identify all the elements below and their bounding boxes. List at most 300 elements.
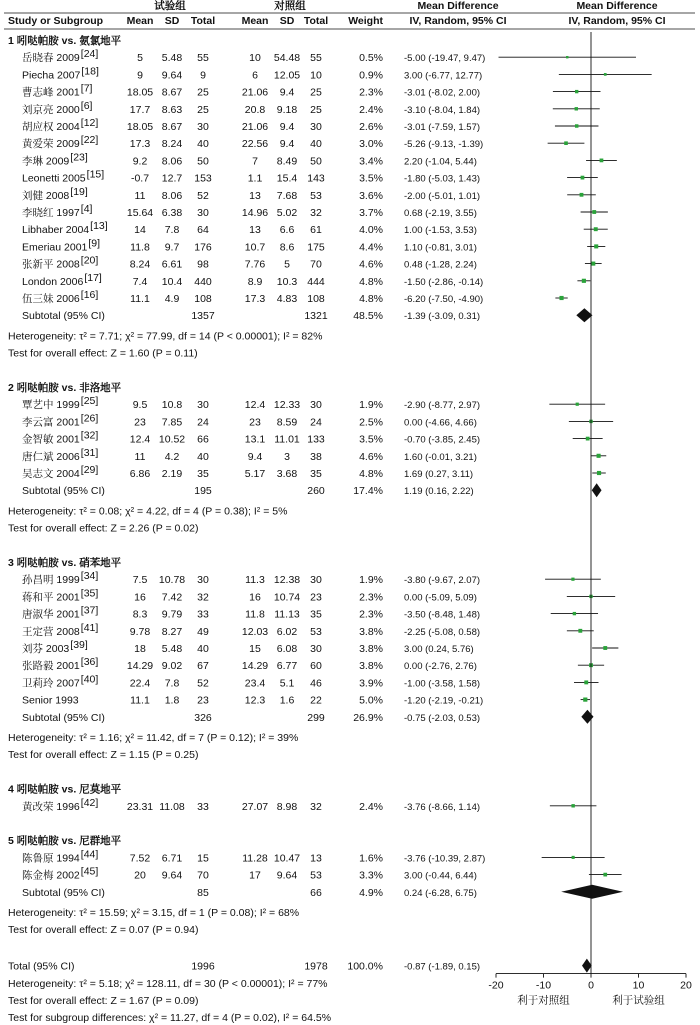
exp-sd: 8.27 <box>161 625 183 638</box>
study-weight: 5.0% <box>359 694 383 707</box>
ctl-total: 25 <box>310 103 322 116</box>
study-reference: [39] <box>70 639 88 651</box>
total-weight: 100.0% <box>347 960 383 973</box>
md-subheader-table: IV, Random, 95% CI <box>409 15 507 27</box>
exp-total: 32 <box>197 591 209 604</box>
subtotal-exp-total: 85 <box>197 886 209 899</box>
study-name: 蒋和平 2001 <box>22 591 80 604</box>
study-point-estimate <box>603 646 607 650</box>
exp-sd: 6.71 <box>161 852 183 865</box>
ctl-total: 30 <box>310 643 322 655</box>
exp-total: 23 <box>197 694 209 707</box>
study-name: 伍三妹 2006 <box>22 293 80 305</box>
exp-sd: 11.08 <box>159 800 185 813</box>
study-point-estimate <box>604 73 607 76</box>
exp-sd: 9.02 <box>161 660 183 673</box>
ctl-total: 30 <box>310 574 322 587</box>
study-weight: 1.9% <box>359 399 383 412</box>
study-reference: [16] <box>80 289 99 301</box>
exp-mean: 22.4 <box>129 677 151 690</box>
heterogeneity-stat: Heterogeneity: τ² = 0.08; χ² = 4.22, df = 4 (P = 0.38); I² = 5% <box>8 505 288 518</box>
exp-sd: 7.42 <box>161 591 183 604</box>
subtotal-ctl-total: 66 <box>310 886 322 899</box>
total-exp-total: 1996 <box>191 960 215 973</box>
exp-total: 15 <box>197 852 209 865</box>
exp-sd: 1.8 <box>164 694 180 707</box>
ctl-mean: 22.56 <box>241 138 269 151</box>
exp-mean: 11.1 <box>130 293 150 305</box>
ctl-mean: 13 <box>249 224 261 237</box>
study-weight: 3.5% <box>359 433 383 446</box>
exp-sd: 6.61 <box>161 258 183 271</box>
exp-total: 64 <box>197 224 209 237</box>
ctl-total: 25 <box>310 86 322 99</box>
ctl-mean: 23.4 <box>244 677 266 690</box>
ctl-total: 53 <box>310 625 322 638</box>
exp-total: 30 <box>197 207 209 219</box>
ctl-mean: 10.7 <box>244 241 266 254</box>
study-name: 刘健 2008 <box>22 189 70 202</box>
study-md-ci: -3.10 (-8.04, 1.84) <box>404 104 481 116</box>
exp-mean: 20 <box>134 869 146 882</box>
ctl-total: 10 <box>310 69 322 82</box>
study-reference: [22] <box>80 134 99 147</box>
exp-mean: 5 <box>137 52 143 65</box>
exp-total: 33 <box>197 800 209 813</box>
study-reference: [44] <box>80 848 99 861</box>
subtotal-label: Subtotal (95% CI) <box>22 711 105 724</box>
exp-mean: 23.31 <box>126 800 154 813</box>
exp-mean: 14.29 <box>126 660 154 673</box>
ctl-mean: 17.3 <box>244 293 266 305</box>
study-name: 吴志文 2004 <box>22 468 80 480</box>
subtotal-md-ci: -1.39 (-3.09, 0.31) <box>404 311 481 323</box>
exp-total-header: Total <box>190 15 216 27</box>
study-name: 覃艺中 1999 <box>22 399 80 412</box>
study-md-ci: -1.20 (-2.19, -0.21) <box>404 695 484 707</box>
total-md-ci: -0.87 (-1.89, 0.15) <box>404 961 481 973</box>
study-point-estimate <box>597 471 601 475</box>
ctl-total: 38 <box>310 450 322 463</box>
ctl-mean: 20.8 <box>244 103 266 116</box>
ctl-mean: 21.06 <box>241 86 269 99</box>
exp-total: 98 <box>197 258 209 271</box>
study-name: 陈金梅 2002 <box>22 869 80 882</box>
ctl-sd: 12.33 <box>273 399 301 412</box>
ctl-sd: 6.02 <box>276 625 298 638</box>
exp-sd: 9.64 <box>161 69 183 82</box>
exp-total: 52 <box>197 677 209 690</box>
exp-mean: 11.8 <box>130 241 150 254</box>
ctl-sd: 3.68 <box>276 468 298 480</box>
study-point-estimate <box>575 90 578 93</box>
ctl-sd: 6.77 <box>276 660 298 673</box>
ctl-sd: 10.47 <box>273 852 301 865</box>
study-weight: 4.6% <box>359 258 383 271</box>
study-reference: [34] <box>80 570 99 583</box>
exp-total: 49 <box>197 625 209 638</box>
ctl-total: 444 <box>307 275 325 288</box>
ctl-total-header: Total <box>303 15 329 27</box>
subtotal-exp-total: 1357 <box>191 310 215 323</box>
ctl-mean: 12.03 <box>241 625 269 638</box>
study-name: 曹志峰 2001 <box>22 86 80 99</box>
ctl-sd: 8.59 <box>276 416 298 429</box>
study-name: Leonetti 2005 <box>22 172 86 185</box>
exp-sd: 7.8 <box>164 677 180 690</box>
subgroup-title: 5 吲哒帕胺 vs. 尼群地平 <box>8 835 122 848</box>
study-reference: [35] <box>80 587 99 600</box>
subtotal-ctl-total: 260 <box>307 485 325 498</box>
study-weight: 3.0% <box>359 138 383 151</box>
ctl-total: 35 <box>310 608 322 621</box>
exp-mean: 6.86 <box>129 468 151 480</box>
ctl-mean-header: Mean <box>241 15 269 27</box>
ctl-mean: 15 <box>249 643 261 655</box>
ctl-sd: 9.4 <box>279 138 295 151</box>
exp-sd: 5.48 <box>161 643 183 655</box>
favours-control-label: 利于对照组 <box>517 994 570 1007</box>
ctl-mean: 7.76 <box>244 258 266 271</box>
study-name: 张新平 2008 <box>22 258 80 271</box>
study-md-ci: -1.50 (-2.86, -0.14) <box>404 276 484 288</box>
overall-effect-test: Test for overall effect: Z = 1.60 (P = 0.11) <box>8 347 198 360</box>
study-point-estimate <box>586 437 590 441</box>
ctl-sd: 9.4 <box>279 121 295 133</box>
subtotal-exp-total: 195 <box>194 485 212 498</box>
ctl-mean: 14.96 <box>241 207 269 219</box>
study-md-ci: 3.00 (-6.77, 12.77) <box>404 70 483 82</box>
exp-sd-header: SD <box>164 15 180 27</box>
heterogeneity-stat: Heterogeneity: τ² = 15.59; χ² = 3.15, df = 1 (P = 0.08); I² = 68% <box>8 907 300 919</box>
ctl-sd: 8.49 <box>276 155 298 168</box>
study-point-estimate <box>581 176 585 180</box>
exp-total: 40 <box>197 138 209 151</box>
study-point-estimate <box>582 279 586 283</box>
exp-sd: 8.63 <box>161 103 183 116</box>
exp-sd: 7.85 <box>161 416 183 429</box>
study-md-ci: 0.00 (-4.66, 4.66) <box>404 417 477 429</box>
study-weight: 3.8% <box>359 643 383 655</box>
study-weight: 0.9% <box>359 69 383 82</box>
study-weight: 3.4% <box>359 155 383 168</box>
ctl-total: 13 <box>310 852 322 865</box>
study-weight: 2.3% <box>359 608 383 621</box>
study-reference: [15] <box>86 168 105 181</box>
ctl-sd: 6.08 <box>276 643 298 655</box>
study-point-estimate <box>572 856 575 859</box>
md-header-table: Mean Difference <box>417 0 499 12</box>
ctl-mean: 11.8 <box>245 608 265 621</box>
exp-mean: 7.52 <box>129 852 151 865</box>
study-md-ci: 3.00 (-0.44, 6.44) <box>404 870 477 882</box>
exp-sd: 12.7 <box>161 172 183 185</box>
exp-sd: 8.06 <box>161 155 183 168</box>
study-point-estimate <box>600 159 604 163</box>
overall-effect-test: Test for overall effect: Z = 2.26 (P = 0.02) <box>8 522 199 535</box>
study-weight: 4.8% <box>359 275 383 288</box>
ctl-sd: 3 <box>284 450 290 463</box>
study-reference: [6] <box>80 99 93 112</box>
study-name: 金智敏 2001 <box>22 433 80 446</box>
study-reference: [32] <box>80 429 99 442</box>
study-reference: [4] <box>80 203 93 215</box>
ctl-total: 53 <box>310 189 322 202</box>
exp-total: 30 <box>197 121 209 133</box>
ctl-total: 55 <box>310 52 322 65</box>
exp-total: 24 <box>197 416 209 429</box>
ctl-total: 24 <box>310 416 322 429</box>
study-name: Libhaber 2004 <box>22 224 90 237</box>
study-point-estimate <box>575 107 578 110</box>
study-name: 李琳 2009 <box>22 155 70 168</box>
subtotal-diamond <box>561 885 623 899</box>
study-md-ci: -3.50 (-8.48, 1.48) <box>404 609 481 621</box>
ctl-sd: 11.13 <box>274 608 300 621</box>
study-point-estimate <box>573 612 576 615</box>
study-name: 张路毅 2001 <box>22 660 80 673</box>
study-md-ci: -3.76 (-10.39, 2.87) <box>404 853 486 865</box>
ctl-sd: 5.02 <box>276 207 298 219</box>
exp-mean: 11.1 <box>130 694 150 707</box>
study-reference: [25] <box>80 395 99 408</box>
ctl-mean: 21.06 <box>241 121 269 133</box>
study-point-estimate <box>594 244 598 248</box>
exp-total: 153 <box>194 172 212 185</box>
exp-total: 70 <box>197 869 209 882</box>
study-point-estimate <box>575 124 578 127</box>
study-name: 陈鲁原 1994 <box>22 852 80 865</box>
ctl-total: 40 <box>310 138 322 151</box>
subtotal-md-ci: 0.24 (-6.28, 6.75) <box>404 887 477 899</box>
overall-effect-test: Test for overall effect: Z = 1.15 (P = 0.25) <box>8 749 199 762</box>
ctl-mean: 6 <box>252 69 258 82</box>
ctl-mean: 11.28 <box>242 852 268 865</box>
exp-sd: 7.8 <box>164 224 180 237</box>
study-weight: 4.8% <box>359 293 383 305</box>
study-name: 李云富 2001 <box>22 416 80 429</box>
ctl-mean: 9.4 <box>247 450 263 463</box>
ctl-sd: 12.38 <box>273 574 301 587</box>
ctl-sd: 8.6 <box>279 241 295 254</box>
exp-total: 25 <box>197 103 209 116</box>
study-name: Senior 1993 <box>22 694 79 707</box>
study-weight: 2.3% <box>359 86 383 99</box>
study-weight: 0.5% <box>359 52 383 65</box>
subgroup-title: 4 吲哒帕胺 vs. 尼莫地平 <box>8 783 122 796</box>
ctl-sd: 10.74 <box>273 591 301 604</box>
study-md-ci: 0.68 (-2.19, 3.55) <box>404 208 477 219</box>
study-md-ci: -3.01 (-8.02, 2.00) <box>404 87 481 99</box>
study-reference: [37] <box>80 604 99 617</box>
x-tick-label: -10 <box>535 979 552 992</box>
exp-sd: 10.52 <box>158 433 186 446</box>
study-point-estimate <box>566 56 568 58</box>
study-weight: 3.9% <box>359 677 383 690</box>
subtotal-ctl-total: 299 <box>307 711 325 724</box>
study-md-ci: 0.48 (-1.28, 2.24) <box>404 259 477 271</box>
exp-mean: 14 <box>134 224 146 237</box>
exp-total: 55 <box>197 52 209 65</box>
subtotal-ctl-total: 1321 <box>304 310 328 323</box>
study-reference: [29] <box>80 464 99 476</box>
study-name: 王定营 2008 <box>22 625 80 638</box>
study-md-ci: -1.80 (-5.03, 1.43) <box>404 173 481 185</box>
ctl-total: 133 <box>307 433 325 446</box>
study-reference: [20] <box>80 254 99 267</box>
study-reference: [23] <box>70 151 88 164</box>
ctl-sd: 9.18 <box>276 103 298 116</box>
study-weight: 4.8% <box>359 468 383 480</box>
study-point-estimate <box>584 680 588 684</box>
exp-total: 30 <box>197 574 209 587</box>
x-axis <box>488 32 692 1007</box>
ctl-mean: 11.3 <box>245 574 265 587</box>
exp-mean: 9 <box>137 69 143 82</box>
exp-mean: 12.4 <box>129 433 151 446</box>
x-tick-label: 20 <box>680 979 692 992</box>
study-reference: [7] <box>80 82 93 95</box>
ctl-mean: 16 <box>249 591 261 604</box>
study-point-estimate <box>597 454 601 458</box>
md-header-plot: Mean Difference <box>576 0 658 12</box>
ctl-total: 35 <box>310 468 322 480</box>
ctl-sd: 7.68 <box>276 189 298 202</box>
ctl-sd: 6.6 <box>279 224 295 237</box>
study-weight: 4.0% <box>359 224 383 237</box>
study-md-ci: -5.00 (-19.47, 9.47) <box>404 53 486 65</box>
subtotal-label: Subtotal (95% CI) <box>22 886 105 899</box>
ctl-mean: 1.1 <box>247 172 263 185</box>
x-tick-label: -20 <box>488 979 504 992</box>
favours-experimental-label: 利于试验组 <box>612 994 665 1007</box>
study-reference: [40] <box>80 673 99 686</box>
md-subheader-plot: IV, Random, 95% CI <box>568 15 666 27</box>
footer-stat: Test for overall effect: Z = 1.67 (P = 0.09) <box>8 995 199 1007</box>
study-md-ci: 1.00 (-1.53, 3.53) <box>404 225 477 237</box>
ctl-mean: 27.07 <box>241 800 269 813</box>
study-weight: 2.3% <box>359 591 383 604</box>
exp-sd: 10.4 <box>161 275 183 288</box>
exp-total: 30 <box>197 399 209 412</box>
study-md-ci: -3.76 (-8.66, 1.14) <box>404 801 481 813</box>
exp-sd: 10.78 <box>158 574 186 587</box>
exp-total: 25 <box>197 86 209 99</box>
study-md-ci: -6.20 (-7.50, -4.90) <box>404 294 484 305</box>
subtotal-exp-total: 326 <box>194 711 212 724</box>
study-reference: [9] <box>88 237 101 250</box>
ctl-sd: 10.3 <box>276 275 298 288</box>
study-md-ci: -2.00 (-5.01, 1.01) <box>404 190 481 202</box>
ctl-total: 50 <box>310 155 322 168</box>
exp-total: 67 <box>197 660 209 673</box>
exp-mean: 8.24 <box>129 258 151 271</box>
subtotal-diamond <box>592 483 602 497</box>
footer-stat: Heterogeneity: τ² = 5.18; χ² = 128.11, df = 30 (P < 0.00001); I² = 77% <box>8 977 328 990</box>
exp-mean: 7.4 <box>132 275 148 288</box>
study-name: 刘芬 2003 <box>22 643 70 655</box>
subtotal-md-ci: -0.75 (-2.03, 0.53) <box>404 712 481 724</box>
table-header <box>4 0 695 29</box>
x-tick-label: 0 <box>588 979 594 992</box>
exp-sd: 4.9 <box>164 293 180 305</box>
exp-mean: 7.5 <box>132 574 148 587</box>
exp-mean: 18.05 <box>126 86 154 99</box>
ctl-sd: 8.98 <box>276 800 298 813</box>
exp-sd: 9.7 <box>164 241 180 254</box>
study-name: 黄爱荣 2009 <box>22 138 80 151</box>
study-name: 李晓红 1997 <box>22 207 80 219</box>
study-point-estimate <box>571 804 574 807</box>
study-point-estimate <box>580 193 584 197</box>
study-md-ci: 3.00 (0.24, 5.76) <box>404 644 474 655</box>
study-reference: [19] <box>70 185 88 198</box>
exp-sd: 9.64 <box>161 869 183 882</box>
footer-stat: Test for subgroup differences: χ² = 11.27, df = 4 (P = 0.02), I² = 64.5% <box>8 1012 332 1025</box>
study-weight: 3.8% <box>359 660 383 673</box>
exp-mean: 15.64 <box>126 207 154 219</box>
study-weight: 3.7% <box>359 207 383 219</box>
ctl-total: 23 <box>310 591 322 604</box>
subgroup-title: 1 吲哒帕胺 vs. 氨氯地平 <box>8 35 122 47</box>
heterogeneity-stat: Heterogeneity: τ² = 1.16; χ² = 11.42, df = 7 (P = 0.12); I² = 39% <box>8 732 299 744</box>
study-md-ci: -0.70 (-3.85, 2.45) <box>404 434 481 446</box>
study-reference: [24] <box>80 48 99 61</box>
study-point-estimate <box>583 698 587 702</box>
study-weight: 2.4% <box>359 103 383 116</box>
subtotal-weight: 17.4% <box>353 485 383 498</box>
study-point-estimate <box>576 403 579 406</box>
study-reference: [42] <box>80 796 99 809</box>
study-md-ci: -3.01 (-7.59, 1.57) <box>404 122 481 133</box>
exp-sd: 8.67 <box>161 86 183 99</box>
exp-mean: -0.7 <box>130 172 150 185</box>
study-md-ci: 0.00 (-5.09, 5.09) <box>404 592 477 604</box>
study-point-estimate <box>564 141 568 145</box>
study-name: 唐淑华 2001 <box>22 608 80 621</box>
x-tick-label: 10 <box>632 979 645 992</box>
forest-rows <box>8 34 652 1024</box>
exp-total: 52 <box>197 189 209 202</box>
ctl-total: 46 <box>310 677 322 690</box>
control-group-header: 对照组 <box>274 0 306 12</box>
exp-sd: 10.8 <box>161 399 183 412</box>
ctl-mean: 12.3 <box>244 694 266 707</box>
exp-total: 440 <box>194 275 212 288</box>
study-reference: [36] <box>80 656 99 669</box>
ctl-mean: 7 <box>252 155 258 168</box>
study-reference: [31] <box>80 446 99 459</box>
study-weight: 3.6% <box>359 189 383 202</box>
exp-mean: 23 <box>134 416 146 429</box>
study-point-estimate <box>603 873 607 877</box>
ctl-sd: 5 <box>284 258 290 271</box>
ctl-sd: 11.01 <box>274 433 300 446</box>
study-name: 孙昌明 1999 <box>22 574 80 587</box>
overall-effect-test: Test for overall effect: Z = 0.07 (P = 0.94) <box>8 924 199 937</box>
exp-sd: 2.19 <box>161 468 183 480</box>
study-md-ci: -1.00 (-3.58, 1.58) <box>404 678 481 690</box>
ctl-mean: 13 <box>249 189 261 202</box>
exp-total: 50 <box>197 155 209 168</box>
exp-mean: 17.3 <box>129 138 151 151</box>
total-diamond <box>582 959 592 973</box>
study-name: Emeriau 2001 <box>22 241 88 254</box>
subtotal-md-ci: 1.19 (0.16, 2.22) <box>404 486 474 498</box>
study-md-ci: -2.25 (-5.08, 0.58) <box>404 626 481 638</box>
study-weight: 3.5% <box>359 172 383 185</box>
study-point-estimate <box>591 262 595 266</box>
